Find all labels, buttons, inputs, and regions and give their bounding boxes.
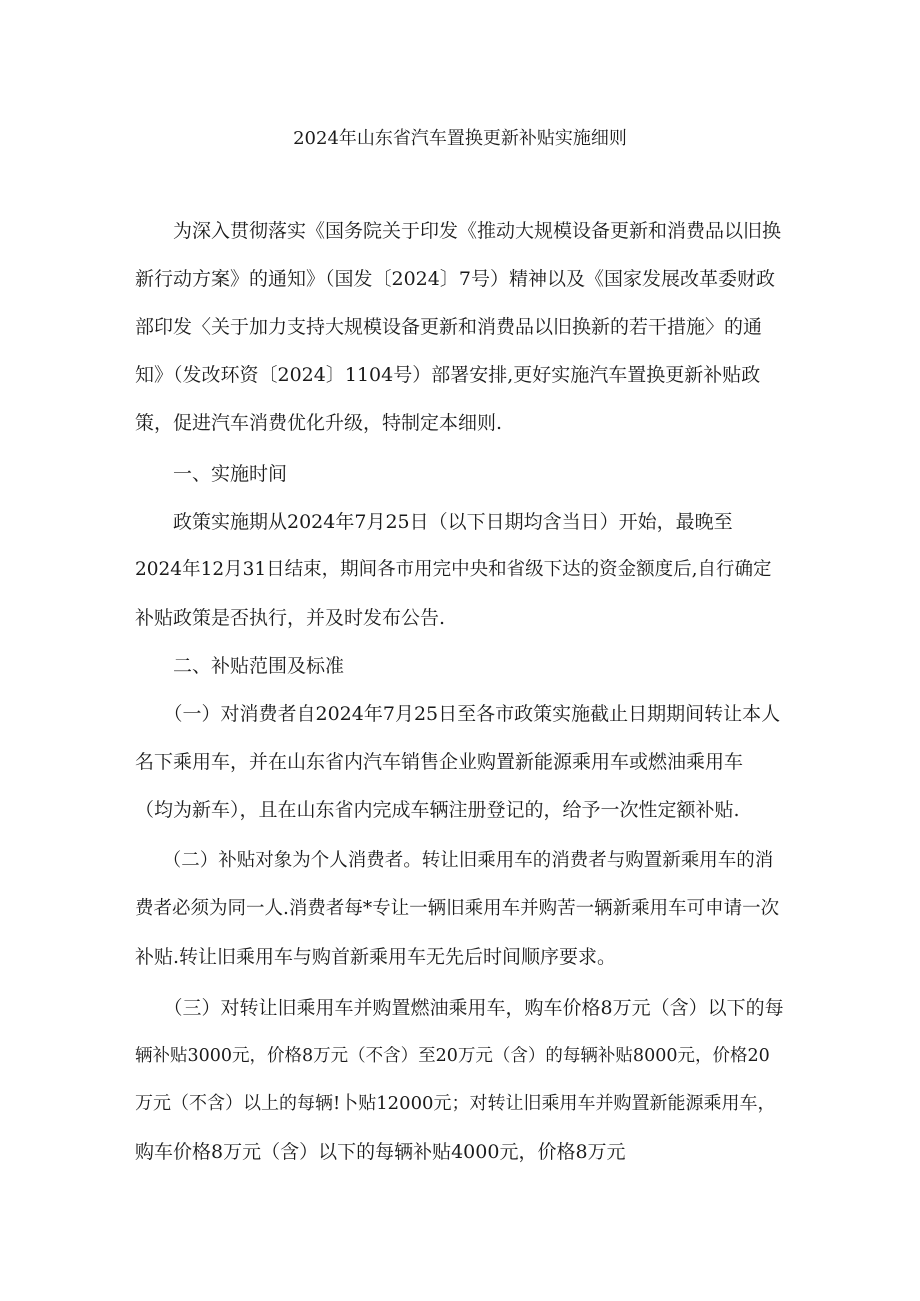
- paragraph-line: 费者必须为同一人.消费者每*专让一辆旧乘用车并购苦一辆新乘用车可申请一次: [135, 898, 780, 919]
- paragraph-line: （一）对消费者自2024年7月25日至各市政策实施截止日期期间转让本人: [135, 703, 781, 725]
- paragraph-line: 购车价格8万元（含）以下的每辆补贴4000元，价格8万元: [135, 1141, 626, 1163]
- paragraph-line: 为深入贯彻落实《国务院关于印发《推动大规模设备更新和消费品以旧换: [135, 220, 782, 242]
- paragraph-line: 补贴政策是否执行，并及时发布公告.: [135, 607, 446, 629]
- paragraph-line: 政策实施期从2024年7月25日（以下日期均含当日）开始，最晚至: [135, 511, 733, 533]
- paragraph-line: （二）补贴对象为个人消费者。转让旧乘用车的消费者与购置新乘用车的消: [135, 850, 774, 871]
- paragraph-line: 名下乘用车，并在山东省内汽车销售企业购置新能源乘用车或燃油乘用车: [135, 751, 744, 773]
- paragraph-line: 辆补贴3000元，价格8万元（不含）至20万元（含）的每辆补贴8000元，价格20: [135, 1046, 770, 1066]
- paragraph-line: 新行动方案》的通知》（国发〔2024〕7号）精神以及《国家发展改革委财政: [135, 268, 775, 290]
- paragraph-line: （三）对转让旧乘用车并购置燃油乘用车，购车价格8万元（含）以下的每: [135, 997, 784, 1019]
- section-heading: 一、实施时间: [135, 463, 288, 485]
- paragraph-line: 2024年12月31日结束，期间各市用完中央和省级下达的资金额度后,自行确定: [135, 559, 772, 580]
- paragraph-line: 万元（不含）以上的每辆!卜贴12000元；对转让旧乘用车并购置新能源乘用车，: [135, 1093, 776, 1114]
- paragraph-line: 部印发〈关于加力支持大规模设备更新和消费品以旧换新的若干措施〉的通: [135, 316, 763, 338]
- section-heading: 二、补贴范围及标准: [135, 655, 345, 677]
- paragraph-line: 知》（发改环资〔2024〕1104号）部署安排,更好实施汽车置换更新补贴政: [135, 364, 761, 386]
- paragraph-line: 补贴.转让旧乘用车与购首新乘用车无先后时间顺序要求。: [135, 946, 617, 968]
- paragraph-line: （均为新车），且在山东省内完成车辆注册登记的，给予一次性定额补贴.: [135, 799, 740, 821]
- paragraph-line: 策，促进汽车消费优化升级，特制定本细则.: [135, 412, 503, 434]
- document-title: 2024年山东省汽车置换更新补贴实施细则: [293, 128, 627, 149]
